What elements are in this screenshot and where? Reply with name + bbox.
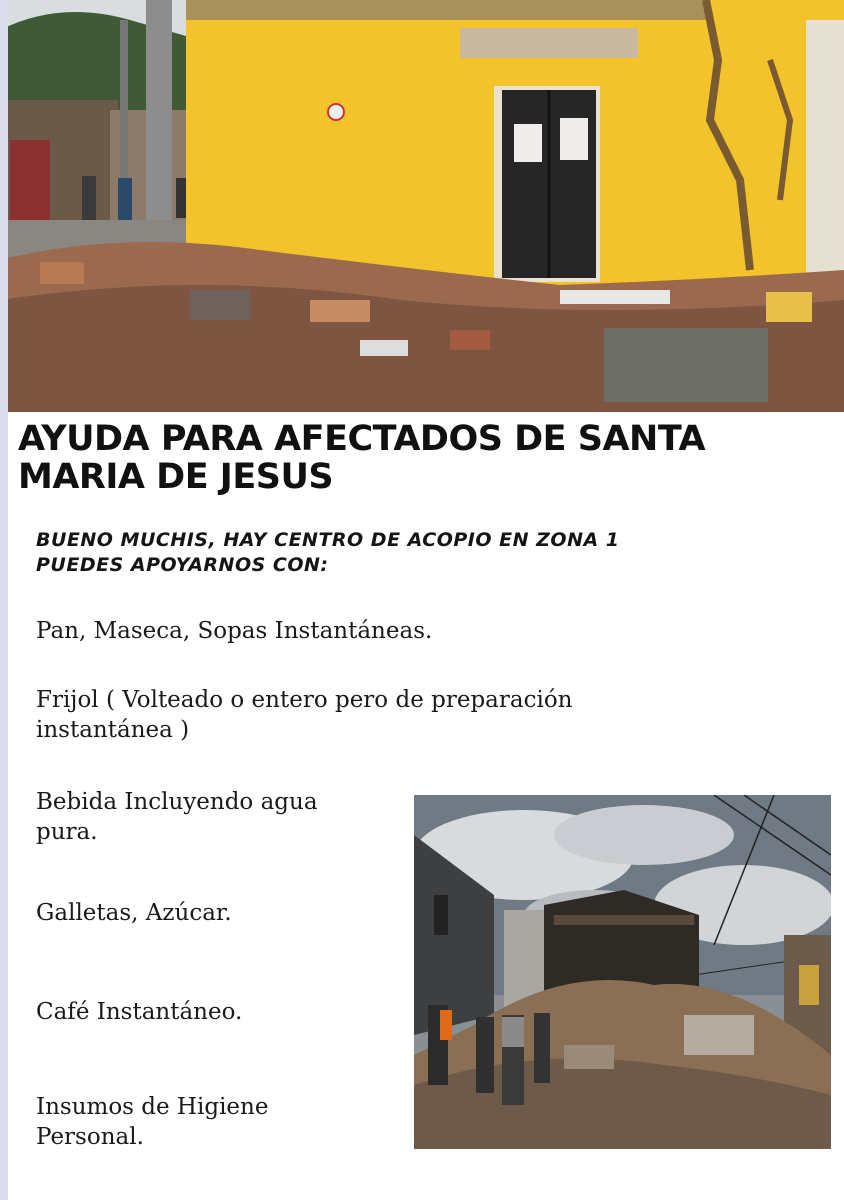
item-line: Frijol ( Volteado o entero pero de preparación (36, 687, 573, 713)
donation-item-beans (36, 685, 572, 745)
subtitle-line-2: PUEDES APOYARNOS CON: (36, 554, 329, 576)
item-line: Café Instantáneo. (36, 999, 243, 1025)
page-title (18, 420, 705, 496)
building-illustration (0, 0, 844, 412)
left-edge-strip (0, 0, 8, 1200)
bottom-photo-collapsed-building (414, 795, 831, 1149)
title-line-1: AYUDA PARA AFECTADOS DE SANTA (18, 419, 706, 459)
item-line: Pan, Maseca, Sopas Instantáneas. (36, 618, 433, 644)
donation-item-drinks (36, 787, 318, 847)
item-line: Personal. (36, 1124, 144, 1150)
title-line-2: MARIA DE JESUS (18, 457, 334, 497)
collection-center-note (36, 528, 620, 578)
donation-item-cookies (36, 898, 232, 928)
rubble-illustration (414, 795, 831, 1149)
item-line: instantánea ) (36, 717, 190, 743)
subtitle-line-1: BUENO MUCHIS, HAY CENTRO DE ACOPIO EN ZONA 1 (36, 529, 620, 551)
donation-item-hygiene (36, 1092, 268, 1152)
donation-item-coffee (36, 997, 242, 1027)
item-line: Bebida Incluyendo agua (36, 789, 318, 815)
item-line: Insumos de Higiene (36, 1094, 269, 1120)
donation-item-bread (36, 616, 432, 646)
item-line: Galletas, Azúcar. (36, 900, 232, 926)
top-photo-damaged-building (0, 0, 844, 412)
item-line: pura. (36, 819, 98, 845)
